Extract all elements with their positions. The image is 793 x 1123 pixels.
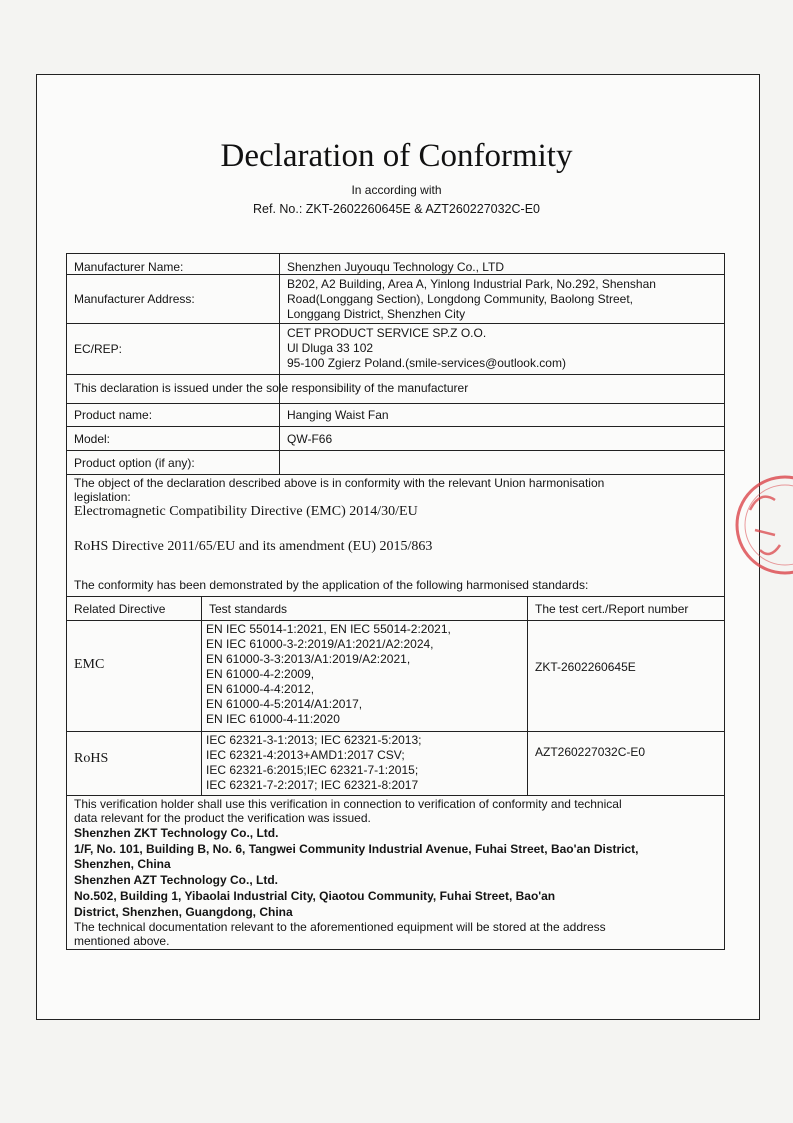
row-divider (66, 403, 725, 404)
column-divider (279, 253, 280, 474)
company-seal-stamp (730, 450, 793, 600)
row-divider (66, 274, 725, 275)
directive-rohs: RoHS (74, 751, 109, 766)
according-text: In according with (351, 183, 442, 197)
row-divider (66, 374, 725, 375)
lab-address-azt: No.502, Building 1, Yibaolai Industrial City, Qiaotou Community, Fuhai Street, Bao'an (74, 889, 556, 903)
manufacturer-name-label: Manufacturer Name: (74, 260, 184, 274)
responsibility-statement: This declaration is issued under the sole responsibility of the manufacturer (74, 381, 469, 395)
manufacturer-address-line: Longgang District, Shenzhen City (287, 307, 466, 321)
standard-line: EN IEC 55014-1:2021, EN IEC 55014-2:2021, (206, 622, 451, 636)
standard-line: EN 61000-4-5:2014/A1:2017, (206, 697, 363, 711)
manufacturer-address-line: Road(Longgang Section), Longdong Community, Baolong Street, (287, 292, 634, 306)
row-divider (66, 795, 725, 796)
technical-doc-statement-cont: mentioned above. (74, 934, 170, 948)
reference-number: Ref. No.: ZKT-2602260645E & AZT260227032C-E0 (253, 202, 540, 216)
ecrep-line: Ul Dluga 33 102 (287, 341, 374, 355)
emc-directive: Electromagnetic Compatibility Directive (EMC) 2014/30/EU (74, 504, 418, 519)
technical-doc-statement: The technical documentation relevant to the aforementioned equipment will be stored at the address (74, 920, 606, 934)
directive-emc: EMC (74, 657, 105, 672)
lab-name-zkt: Shenzhen ZKT Technology Co., Ltd. (74, 826, 279, 840)
lab-name-azt: Shenzhen AZT Technology Co., Ltd. (74, 873, 278, 887)
standard-line: IEC 62321-4:2013+AMD1:2017 CSV; (206, 748, 405, 762)
standard-line: EN 61000-4-4:2012, (206, 682, 315, 696)
conformity-statement: The object of the declaration described above is in conformity with the relevant Union harmonisation (74, 476, 605, 490)
standard-line: IEC 62321-6:2015;IEC 62321-7-1:2015; (206, 763, 419, 777)
ecrep-line: CET PRODUCT SERVICE SP.Z O.O. (287, 326, 487, 340)
product-name-label: Product name: (74, 408, 153, 422)
standard-line: IEC 62321-7-2:2017; IEC 62321-8:2017 (206, 778, 419, 792)
model-value: QW-F66 (287, 432, 333, 446)
conformity-statement-cont: legislation: (74, 490, 131, 504)
manufacturer-name-value: Shenzhen Juyouqu Technology Co., LTD (287, 260, 505, 274)
ecrep-line: 95-100 Zgierz Poland.(smile-services@outlook.com) (287, 356, 566, 370)
row-divider (66, 596, 725, 597)
row-divider (66, 426, 725, 427)
standard-line: EN IEC 61000-3-2:2019/A1:2021/A2:2024, (206, 637, 434, 651)
standard-line: EN IEC 61000-4-11:2020 (206, 712, 340, 726)
verification-statement: This verification holder shall use this verification in connection to verification of conformity and technical (74, 797, 622, 811)
standards-intro: The conformity has been demonstrated by the application of the following harmonised standards: (74, 578, 589, 592)
column-header-directive: Related Directive (74, 602, 166, 616)
ecrep-label: EC/REP: (74, 342, 123, 356)
row-divider (66, 450, 725, 451)
product-option-label: Product option (if any): (74, 456, 195, 470)
standard-line: EN 61000-3-3:2013/A1:2019/A2:2021, (206, 652, 411, 666)
model-label: Model: (74, 432, 111, 446)
report-number-rohs: AZT260227032C-E0 (535, 745, 646, 759)
standard-line: EN 61000-4-2:2009, (206, 667, 315, 681)
column-divider (201, 596, 202, 795)
report-number-emc: ZKT-2602260645E (535, 660, 636, 674)
document-title: Declaration of Conformity (220, 138, 573, 174)
lab-address-zkt: 1/F, No. 101, Building B, No. 6, Tangwei Community Industrial Avenue, Fuhai Street, Bao'an District, (74, 842, 639, 856)
column-header-report: The test cert./Report number (535, 602, 689, 616)
product-name-value: Hanging Waist Fan (287, 408, 389, 422)
verification-statement-cont: data relevant for the product the verification was issued. (74, 811, 371, 825)
row-divider (66, 731, 725, 732)
standard-line: IEC 62321-3-1:2013; IEC 62321-5:2013; (206, 733, 422, 747)
rohs-directive: RoHS Directive 2011/65/EU and its amendment (EU) 2015/863 (74, 539, 433, 554)
row-divider (66, 323, 725, 324)
row-divider (66, 474, 725, 475)
row-divider (66, 620, 725, 621)
manufacturer-address-label: Manufacturer Address: (74, 292, 195, 306)
lab-address-zkt-cont: Shenzhen, China (74, 857, 171, 871)
column-header-standards: Test standards (209, 602, 288, 616)
lab-address-azt-cont: District, Shenzhen, Guangdong, China (74, 905, 293, 919)
column-divider (527, 596, 528, 795)
manufacturer-address-line: B202, A2 Building, Area A, Yinlong Industrial Park, No.292, Shenshan (287, 277, 656, 291)
